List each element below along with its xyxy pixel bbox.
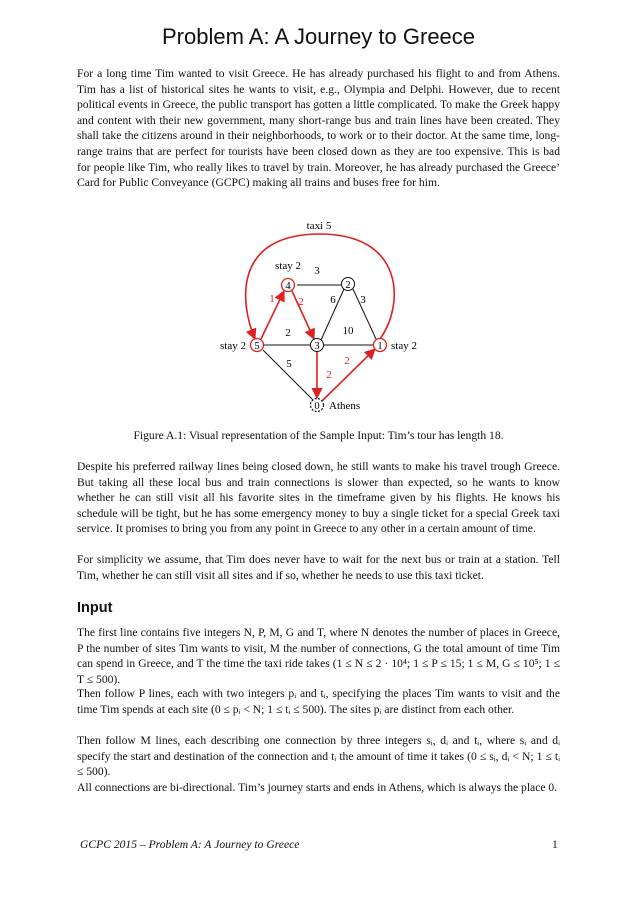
svg-text:0: 0 — [314, 401, 320, 412]
svg-text:2: 2 — [345, 280, 351, 291]
weight-5-3: 2 — [285, 327, 291, 339]
node-4 — [282, 279, 295, 293]
svg-text:3: 3 — [314, 341, 320, 352]
weight-4-3: 2 — [298, 296, 304, 308]
input-paragraph-3: Then follow M lines, each describing one connection by three integers sᵢ, dᵢ and tᵢ, where sᵢ and dᵢ specify the start and destination of the connection and tᵢ the amount of time it takes (0 ≤ sᵢ, dᵢ < N; 1 ≤ tᵢ ≤ 500). — [77, 734, 560, 779]
weight-5-0: 5 — [286, 358, 292, 370]
footer-title: GCPC 2015 – Problem A: A Journey to Greece — [80, 838, 300, 851]
svg-text:4: 4 — [285, 281, 291, 292]
simplicity-paragraph: For simplicity we assume, that Tim does never have to wait for the next bus or train at a station. Tell Tim, whether he can still visit all sites and if so, whether he needs to use this taxi ticket. — [77, 553, 560, 582]
athens-label: Athens — [329, 400, 361, 412]
input-heading: Input — [77, 600, 113, 616]
page-number: 1 — [552, 838, 558, 851]
node-5 — [251, 339, 264, 353]
weight-3-0: 2 — [326, 369, 332, 381]
stay-label-5: stay 2 — [220, 340, 246, 352]
input-paragraph-1: The first line contains five integers N, P, M, G and T, where N denotes the number of places in Greece, P the number of sites Tim wants to visit, M the number of connections, G the total amount of time Tim can spend in Greece, and T the time the taxi ride takes (1 ≤ N ≤ 2 · 10⁴; 1 ≤ P ≤ 15; 1 ≤ M, G ≤ 10⁵; 1 ≤ T ≤ 500). — [77, 626, 560, 686]
input-paragraph-4: All connections are bi-directional. Tim’s journey starts and ends in Athens, which is always the place 0. — [77, 781, 558, 794]
weight-5-4: 1 — [269, 293, 275, 305]
figure-caption: Figure A.1: Visual representation of the Sample Input: Tim’s tour has length 18. — [133, 429, 504, 442]
weight-3-1: 10 — [342, 325, 354, 337]
weight-1-0: 2 — [344, 355, 350, 367]
graph-figure — [200, 212, 440, 418]
page-title: Problem A: A Journey to Greece — [161, 24, 476, 49]
input-paragraph-2: Then follow P lines, each with two integers pᵢ and tᵢ, specifying the places Tim wants to visit and the time Tim spends at each site (0 ≤ pᵢ < N; 1 ≤ tᵢ ≤ 500). The sites pᵢ are distinct from each other. — [77, 687, 560, 716]
weight-2-3: 6 — [330, 294, 336, 306]
node-2 — [342, 278, 355, 292]
stay-label-1: stay 2 — [391, 340, 417, 352]
node-3 — [311, 339, 324, 353]
weight-2-1: 3 — [360, 294, 366, 306]
weight-4-2: 3 — [314, 265, 320, 277]
node-0 — [311, 399, 324, 413]
svg-text:1: 1 — [377, 341, 383, 352]
taxi-paragraph: Despite his preferred railway lines being closed down, he still wants to make his travel trough Greece. But taking all these local bus and train connections is slower than expected, so he wants to know whether he can still visit all his favorite sites in the timeframe given by his flights. He knows his schedule will be tight, but he has some emergency money to buy a single ticket for a special Greek taxi service. It promises to bring you from any point in Greece to any other in a certain amount of time. — [77, 460, 560, 536]
taxi-label: taxi 5 — [306, 220, 332, 232]
intro-paragraph: For a long time Tim wanted to visit Greece. He has already purchased his flight to and from Athens. Tim has a list of historical sites he wants to visit, e.g., Olympia and Delphi. However, due to recent political events in Greece, the public transport has gotten a little complicated. To make the Greek happy and content with their new government, many short-range bus and train lines have been created. They shall take the citizens around in their neighborhoods, to work or to their doctor. At the same time, long-range trains that are perfect for tourists have been closed down as they are too expensive. This is bad for people like Tim, who really likes to travel by train. Moreover, he has already purchased the Greece’ Card for Public Conveyance (GCPC) making all trains and buses free for him. — [77, 67, 560, 190]
stay-label-4: stay 2 — [275, 260, 301, 272]
svg-text:5: 5 — [254, 341, 260, 352]
node-1 — [374, 339, 387, 353]
